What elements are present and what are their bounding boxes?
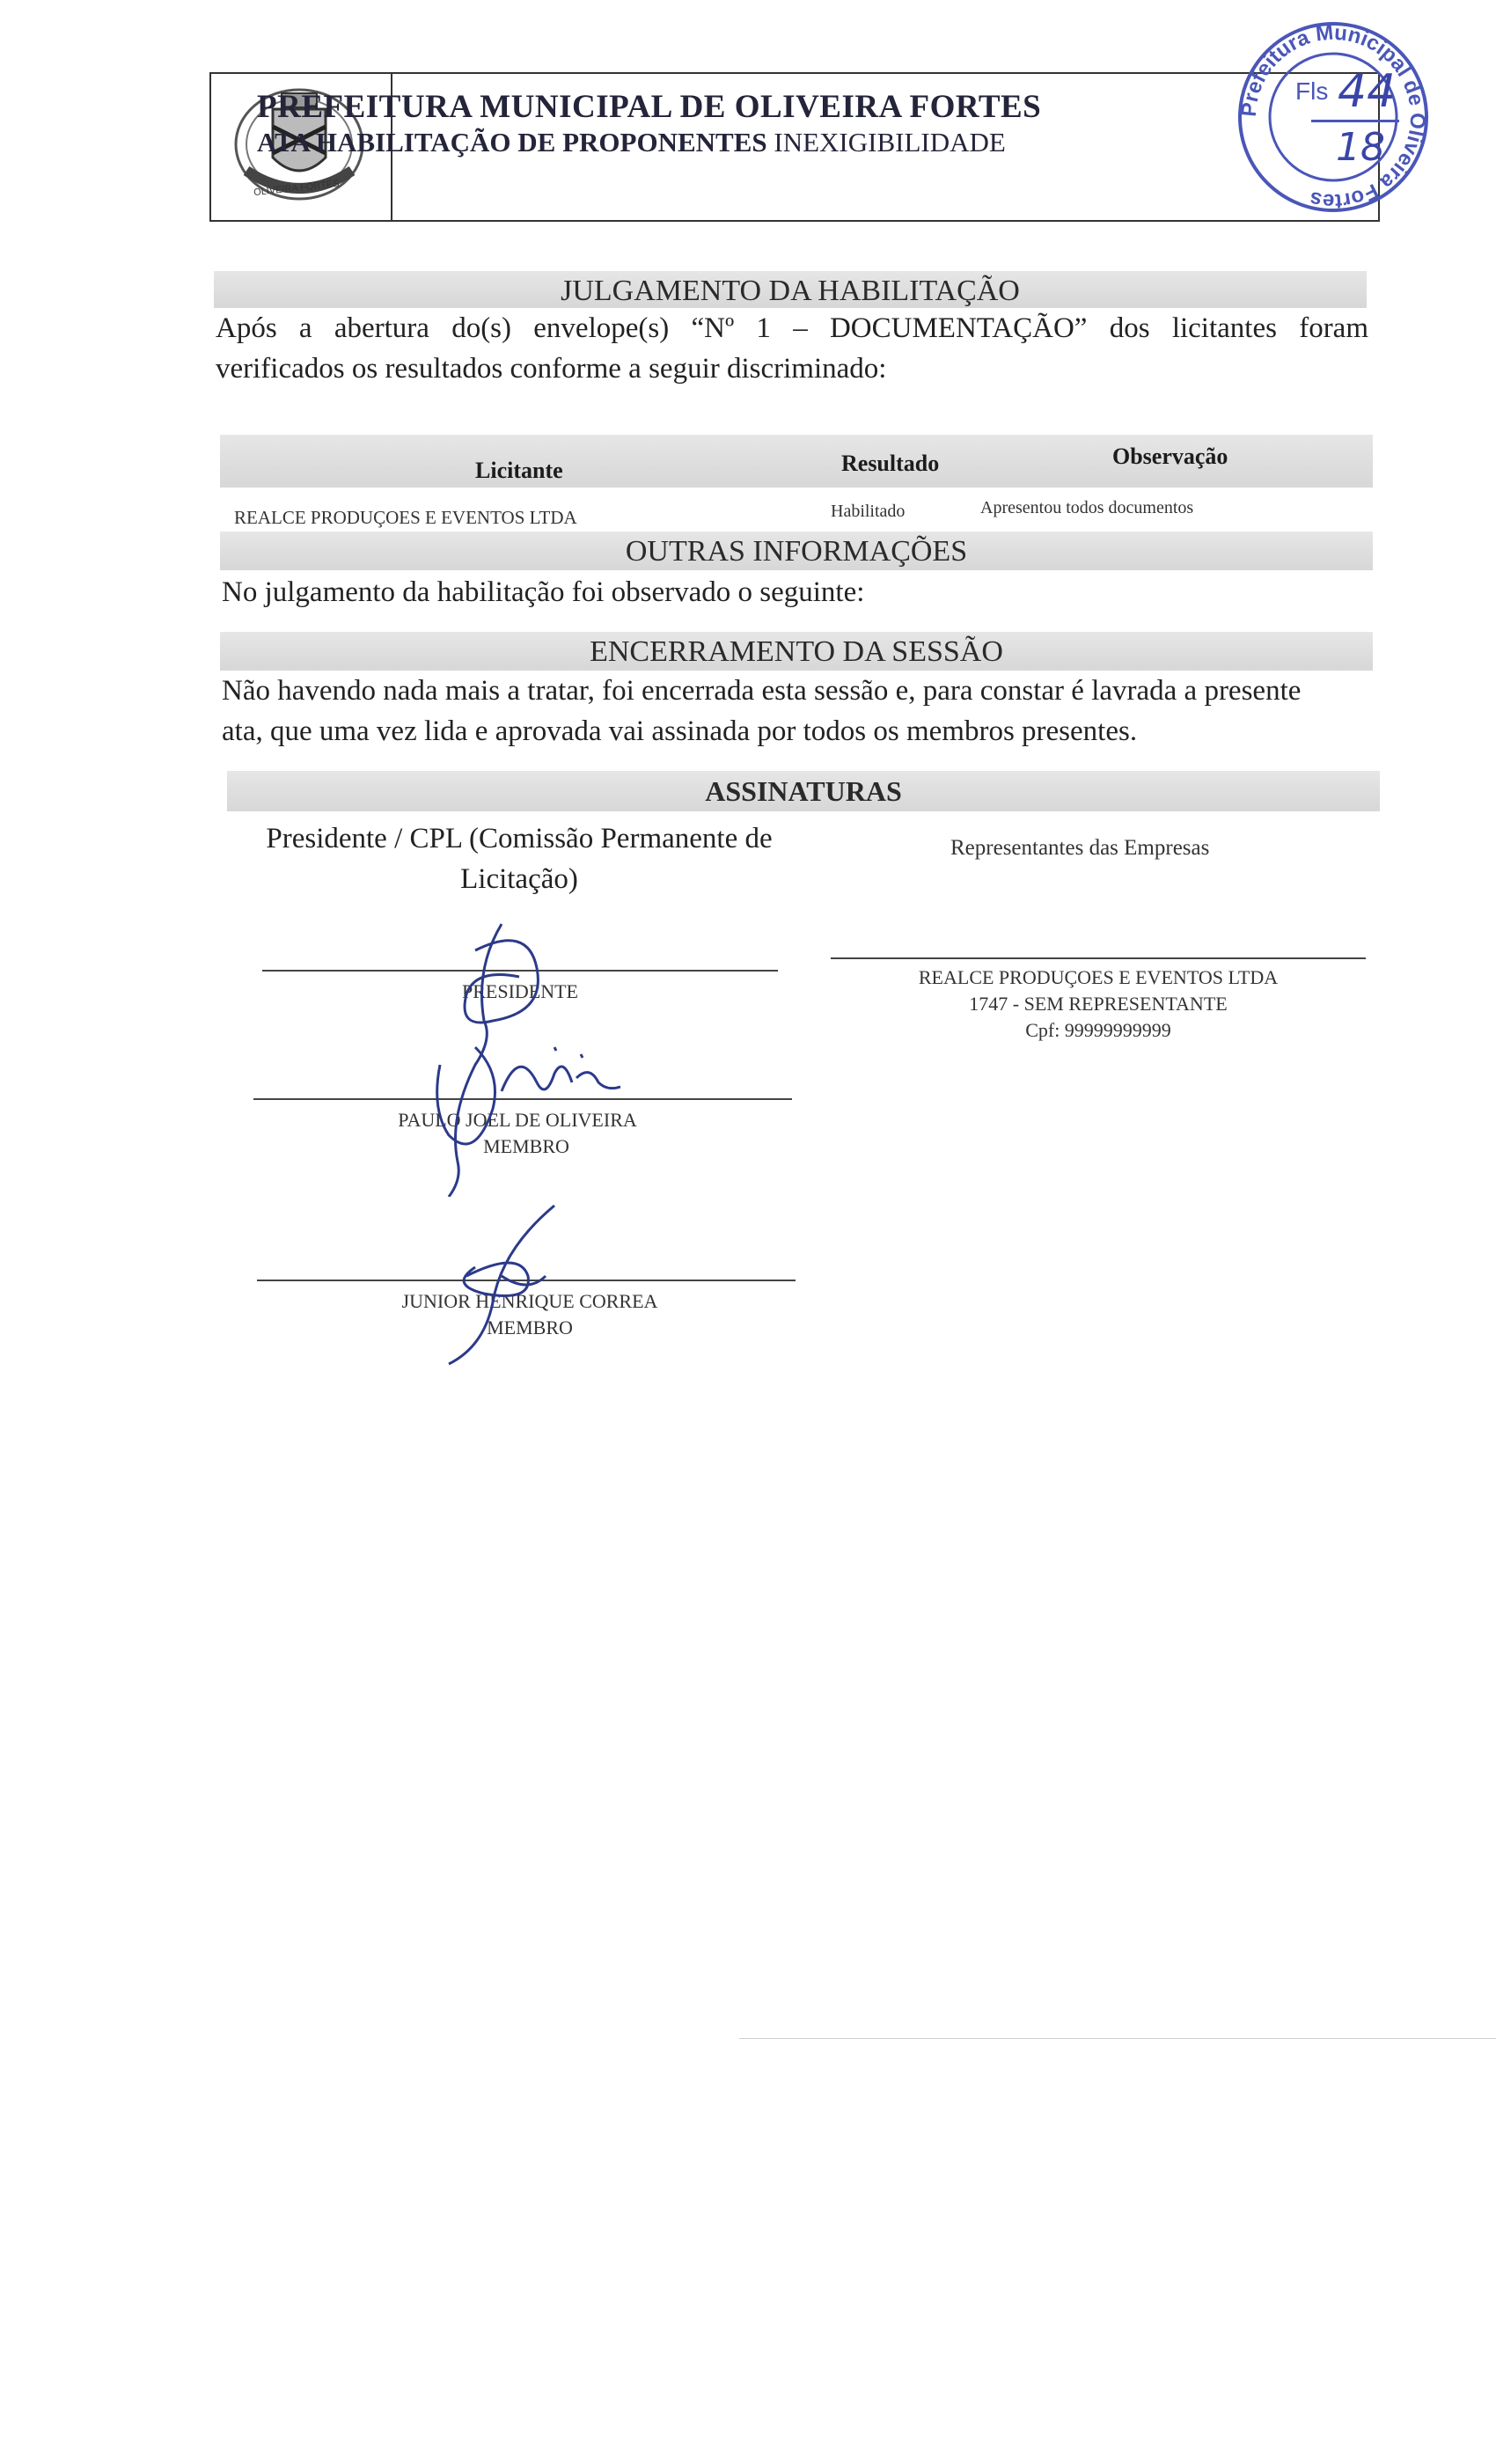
stamp-divider (1311, 120, 1399, 122)
signer-member-2-role: MEMBRO (487, 1316, 573, 1338)
logo-caption: OLIVEIRA FORTES (253, 178, 340, 199)
document-title-regular: INEXIGIBILIDADE (766, 127, 1006, 158)
julgamento-line-2: verificados os resultados conforme a seguir discriminado: (216, 353, 887, 385)
table-header-resultado: Resultado (841, 451, 940, 476)
encerramento-title: ENCERRAMENTO DA SESSÃO (590, 635, 1003, 668)
stamp-folio-number: 44 (1338, 65, 1397, 118)
table-cell-licitante: REALCE PRODUÇOES E EVENTOS LTDA (234, 507, 577, 528)
encerramento-line-2: ata, que uma vez lida e aprovada vai assinada por todos os membros presentes. (222, 715, 1138, 747)
left-heading-line-1: Presidente / CPL (Comissão Permanente de (266, 823, 773, 854)
signer-member-2-name: JUNIOR HENRIQUE CORREA (401, 1290, 658, 1312)
outras-title: OUTRAS INFORMAÇÕES (625, 535, 968, 568)
handwritten-signature-member-1 (493, 1038, 625, 1109)
assinaturas-title-bar (227, 771, 1380, 811)
document-title-bold: ATA HABILITAÇÃO DE PROPONENTES (257, 127, 767, 158)
document-title (257, 127, 1006, 158)
signer-member-1-name: PAULO JOEL DE OLIVEIRA (398, 1109, 637, 1131)
stamp-text: Prefeitura Municipal de Oliveira Fortes (1236, 20, 1430, 214)
table-cell-observacao: Apresentou todos documentos (980, 498, 1194, 517)
encerramento-paragraph (222, 671, 1383, 752)
table-header-licitante: Licitante (475, 458, 563, 483)
signer-member-1-role: MEMBRO (483, 1135, 569, 1157)
outras-title-bar (220, 532, 1373, 570)
signature-line-company (831, 957, 1366, 959)
julgamento-paragraph (216, 308, 1368, 389)
stamp-seal (1232, 16, 1434, 218)
encerramento-line-1: Não havendo nada mais a tratar, foi encerrada esta sessão e, para constar é lavrada a presente (222, 675, 1302, 707)
signer-president-name: PRESIDENTE (462, 980, 578, 1002)
left-heading-line-2: Licitação) (460, 863, 578, 895)
stamp-folio-label: Fls (1295, 77, 1329, 105)
scan-artifact-line (739, 2038, 1496, 2039)
stamp-folio-handwritten: 18 (1336, 125, 1385, 170)
svg-text:Prefeitura Municipal de Olivei (1237, 21, 1430, 214)
outras-text: No julgamento da habilitação foi observado o seguinte: (222, 576, 865, 608)
company-representative: 1747 - SEM REPRESENTANTE (969, 993, 1228, 1015)
official-stamp (1232, 16, 1434, 218)
table-cell-resultado: Habilitado (831, 502, 906, 521)
julgamento-title: JULGAMENTO DA HABILITAÇÃO (561, 275, 1020, 307)
table-row (220, 493, 1373, 528)
company-cpf: Cpf: 99999999999 (1025, 1019, 1171, 1041)
handwritten-signature-member-2 (396, 1197, 572, 1373)
julgamento-line-1: Após a abertura do(s) envelope(s) “Nº 1 – DOCUMENTAÇÃO” dos licitantes foram (216, 312, 1368, 344)
table-header-observacao: Observação (1112, 444, 1228, 469)
company-name: REALCE PRODUÇOES E EVENTOS LTDA (918, 966, 1279, 988)
right-signature-heading: Representantes das Empresas (950, 836, 1210, 860)
table-header-row (220, 435, 1373, 488)
left-signature-heading (238, 818, 801, 899)
municipality-title: PREFEITURA MUNICIPAL DE OLIVEIRA FORTES (257, 89, 1042, 125)
assinaturas-title: ASSINATURAS (705, 775, 902, 807)
julgamento-title-bar (214, 271, 1367, 308)
encerramento-title-bar (220, 632, 1373, 671)
